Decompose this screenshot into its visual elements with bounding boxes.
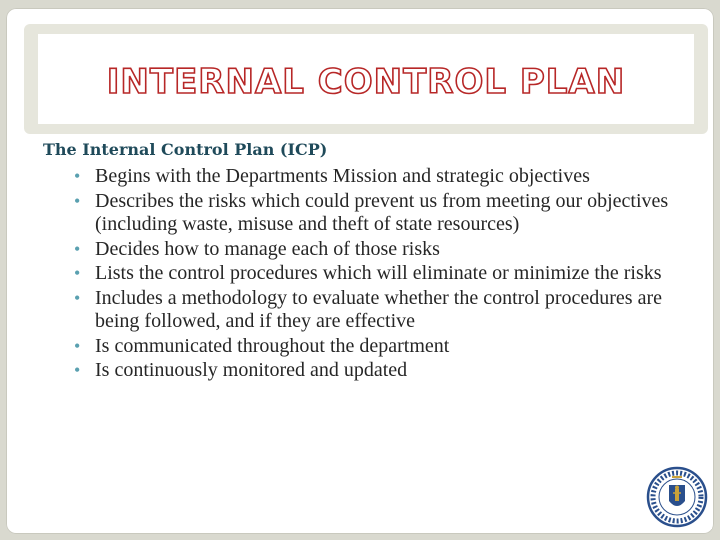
bullet-item [74, 165, 684, 189]
bullet-icon: • [74, 190, 81, 211]
bullet-item [74, 287, 684, 334]
slide-title: INTERNAL CONTROL PLAN [106, 62, 626, 102]
bullet-icon: • [74, 335, 81, 356]
bullet-text: Is communicated throughout the department [95, 334, 450, 357]
bullet-icon: • [74, 360, 81, 380]
massachusetts-seal-icon [642, 465, 712, 529]
bullet-icon: • [74, 166, 81, 186]
title-band [24, 24, 708, 134]
bullet-list [74, 165, 684, 384]
bullet-item [74, 359, 684, 383]
bullet-text: Decides how to manage each of those risks [95, 237, 440, 260]
bullet-text: Is continuously monitored and updated [95, 359, 408, 381]
bullet-text: Describes the risks which could prevent us from meeting our objectives (including waste, misuse and theft of state resources) [95, 189, 669, 235]
bullet-item [74, 238, 684, 262]
bullet-icon: • [74, 287, 81, 308]
bullet-text: Lists the control procedures which will eliminate or minimize the risks [95, 262, 662, 284]
title-box [38, 34, 694, 124]
bullet-text: Includes a methodology to evaluate whether the control procedures are being followed, and if they are effective [95, 286, 663, 332]
bullet-item [74, 262, 684, 286]
bullet-icon: • [74, 238, 81, 259]
bullet-icon: • [74, 263, 81, 283]
bullet-item [74, 190, 684, 237]
bullet-item [74, 335, 684, 359]
subheading: The Internal Control Plan (ICP) [43, 140, 328, 159]
bullet-text: Begins with the Departments Mission and strategic objectives [95, 165, 590, 187]
